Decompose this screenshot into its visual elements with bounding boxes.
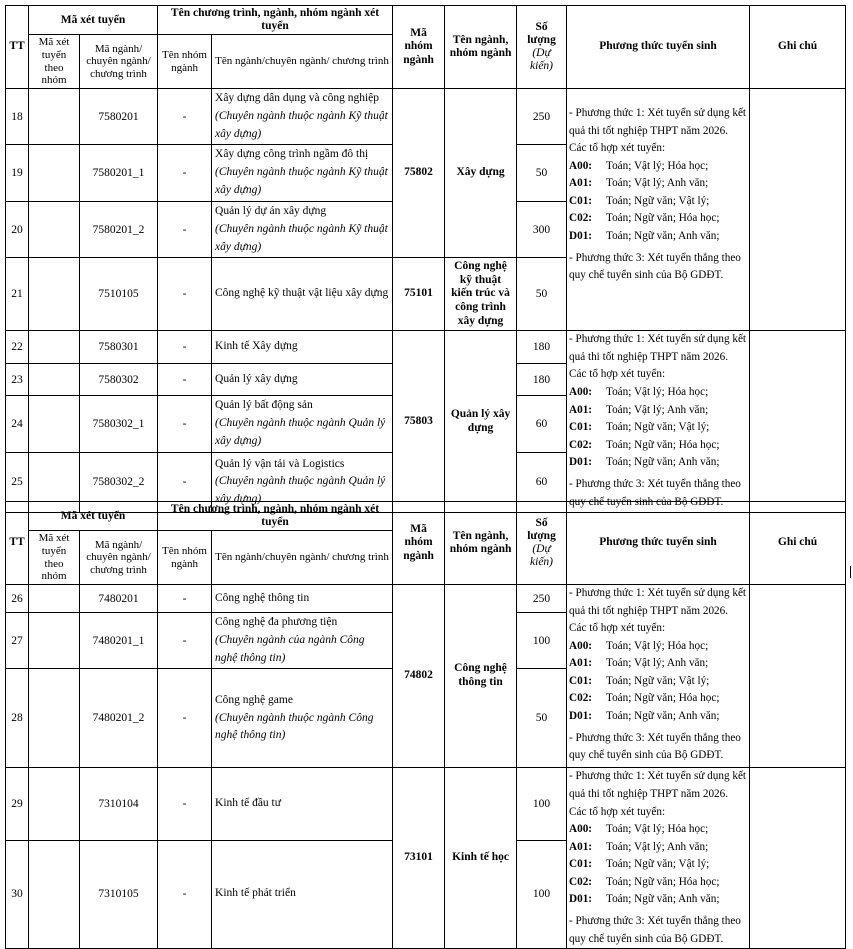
cell-ma-nhom: [29, 364, 80, 396]
method-pt3-line2: quy chế tuyển sinh của Bộ GDĐT.: [569, 932, 724, 945]
program-note: (Chuyên ngành thuộc ngành Quản lý xây dựng): [215, 475, 386, 506]
cell-qty: 180: [517, 364, 567, 396]
cell-ma: 7480201_1: [80, 613, 158, 669]
cell-name: [212, 89, 393, 145]
cell-nhom: -: [158, 258, 212, 331]
cell-nhom: -: [158, 89, 212, 145]
cell-ma-nhom: [29, 201, 80, 257]
method-cell: [567, 768, 750, 949]
program-note: (Chuyên ngành thuộc ngành Công nghệ thông tin): [215, 711, 374, 742]
cell-tt: 27: [6, 613, 29, 669]
cell-tt: 18: [6, 89, 29, 145]
combo-subjects: Toán; Vật lý; Anh văn;: [606, 657, 709, 670]
cell-ma: 7580301: [80, 331, 158, 364]
du-kien-label: (Dự kiến): [530, 47, 554, 73]
cell-tt: 20: [6, 201, 29, 257]
header-ma-theo-nhom: Mã xét tuyển theo nhóm: [29, 35, 80, 89]
header-tt: TT: [6, 6, 29, 89]
combo-line: [569, 655, 747, 673]
header-ten-chuong-trinh: Tên chương trình, ngành, nhóm ngành xét tuyển: [158, 6, 393, 35]
header-phuong-thuc: Phương thức tuyển sinh: [567, 6, 750, 89]
admission-table-2: [5, 501, 846, 949]
combo-code: C01:: [569, 194, 593, 207]
combo-subjects: Toán; Ngữ văn; Hóa học;: [606, 212, 720, 225]
method-pt3-line1: - Phương thức 3: Xét tuyển thẳng theo: [569, 731, 741, 744]
cell-name: Kinh tế Xây dựng: [212, 331, 393, 364]
group-name: Công nghệ kỹ thuật kiến trúc và công trình xây dựng: [445, 258, 517, 331]
ghi-chu-cell: [750, 331, 846, 512]
du-kien-label: (Dự kiến): [530, 543, 554, 569]
combo-subjects: Toán; Ngữ văn; Anh văn;: [606, 456, 720, 469]
cell-name: Quản lý xây dựng: [212, 364, 393, 396]
cell-ma: 7580302_1: [80, 396, 158, 452]
cell-qty: 250: [517, 89, 567, 145]
combo-subjects: Toán; Ngữ văn; Hóa học;: [606, 438, 720, 451]
cell-nhom: -: [158, 331, 212, 364]
combo-code: D01:: [569, 456, 593, 469]
combo-code: A01:: [569, 177, 593, 190]
combo-code: C02:: [569, 438, 593, 451]
cell-name: [212, 613, 393, 669]
combo-subjects: Toán; Vật lý; Anh văn;: [606, 403, 709, 416]
cell-nhom: -: [158, 768, 212, 840]
combo-subjects: Toán; Ngữ văn; Hóa học;: [606, 692, 720, 705]
cell-nhom: -: [158, 613, 212, 669]
combo-subjects: Toán; Vật lý; Hóa học;: [606, 386, 709, 399]
method-pt1-line2: quả thi tốt nghiệp THPT năm 2026.: [569, 604, 729, 617]
combo-line: [569, 193, 747, 211]
so-luong-label: Số lượng: [527, 20, 556, 46]
cell-ma-nhom: [29, 258, 80, 331]
combo-code: C02:: [569, 692, 593, 705]
header-ten-nganh: Tên ngành/chuyên ngành/ chương trình: [212, 35, 393, 89]
header-ma-nhom-nganh: Mã nhóm ngành: [393, 502, 445, 585]
method-combo-title: Các tổ hợp xét tuyển:: [569, 142, 666, 155]
cell-ma-nhom: [29, 331, 80, 364]
method-combo-title: Các tổ hợp xét tuyển:: [569, 805, 666, 818]
combo-subjects: Toán; Vật lý; Hóa học;: [606, 159, 709, 172]
combo-line: [569, 856, 747, 874]
header-ten-nganh-nhom: Tên ngành, nhóm ngành: [445, 6, 517, 89]
cell-ma: 7310104: [80, 768, 158, 840]
cell-qty: 60: [517, 452, 567, 512]
program-name: Xây dựng dân dụng và công nghiệp: [215, 92, 380, 104]
header-phuong-thuc: Phương thức tuyển sinh: [567, 502, 750, 585]
cell-qty: 50: [517, 258, 567, 331]
table-row: [6, 585, 846, 613]
cell-qty: 300: [517, 201, 567, 257]
combo-code: D01:: [569, 230, 593, 243]
program-name: Quản lý dự án xây dựng: [215, 204, 327, 217]
header-ten-nganh: Tên ngành/chuyên ngành/ chương trình: [212, 531, 393, 585]
cell-ma: 7580302_2: [80, 452, 158, 512]
cell-ma: 7480201_2: [80, 669, 158, 768]
combo-line: [569, 437, 747, 455]
header-ma-nganh: Mã ngành/ chuyên ngành/ chương trình: [80, 35, 158, 89]
method-cell: [567, 89, 750, 331]
combo-code: A00:: [569, 823, 593, 836]
combo-line: [569, 210, 747, 228]
cell-ma-nhom: [29, 669, 80, 768]
method-combo-title: Các tổ hợp xét tuyển:: [569, 622, 666, 635]
combo-line: [569, 638, 747, 656]
program-name: Quản lý bất động sản: [215, 399, 313, 412]
combo-subjects: Toán; Ngữ văn; Anh văn;: [606, 710, 720, 723]
so-luong-label: Số lượng: [527, 516, 556, 542]
cell-nhom: -: [158, 145, 212, 201]
method-pt3-line1: - Phương thức 3: Xét tuyển thẳng theo: [569, 915, 741, 928]
group-code: 75101: [393, 258, 445, 331]
cell-ma-nhom: [29, 585, 80, 613]
cell-tt: 25: [6, 452, 29, 512]
cell-qty: 50: [517, 145, 567, 201]
cell-tt: 23: [6, 364, 29, 396]
combo-line: [569, 891, 747, 909]
combo-line: [569, 402, 747, 420]
method-pt1-line1: - Phương thức 1: Xét tuyển sử dụng kết: [569, 587, 747, 599]
combo-subjects: Toán; Vật lý; Anh văn;: [606, 840, 709, 853]
cell-nhom: -: [158, 364, 212, 396]
group-name: Quản lý xây dựng: [445, 331, 517, 512]
combo-code: A00:: [569, 639, 593, 652]
method-pt3-line2: quy chế tuyển sinh của Bộ GDĐT.: [569, 495, 724, 508]
cell-ma-nhom: [29, 145, 80, 201]
cell-nhom: -: [158, 396, 212, 452]
header-ten-nhom: Tên nhóm ngành: [158, 35, 212, 89]
group-name: Kinh tế học: [445, 768, 517, 949]
program-name: Xây dựng công trình ngầm đô thị: [215, 148, 369, 161]
cell-qty: 250: [517, 585, 567, 613]
group-name: Công nghệ thông tin: [445, 585, 517, 768]
combo-line: [569, 821, 747, 839]
group-code: 74802: [393, 585, 445, 768]
ghi-chu-cell: [750, 89, 846, 331]
combo-subjects: Toán; Ngữ văn; Vật lý;: [606, 858, 710, 871]
cell-name: [212, 201, 393, 257]
header-tt: TT: [6, 502, 29, 585]
combo-code: A00:: [569, 386, 593, 399]
text-cursor: [850, 566, 851, 578]
method-pt3-line1: - Phương thức 3: Xét tuyển thẳng theo: [569, 477, 741, 490]
method-pt3-line1: - Phương thức 3: Xét tuyển thẳng theo: [569, 251, 741, 264]
combo-code: C01:: [569, 674, 593, 687]
cell-ma: 7510105: [80, 258, 158, 331]
program-note: (Chuyên ngành thuộc ngành Quản lý xây dựng): [215, 417, 386, 447]
combo-line: [569, 708, 747, 726]
program-note: (Chuyên ngành thuộc ngành Kỹ thuật xây dựng): [215, 222, 388, 253]
combo-line: [569, 419, 747, 437]
cell-name: Công nghệ kỹ thuật vật liệu xây dựng: [212, 258, 393, 331]
combo-line: [569, 228, 747, 246]
method-cell: [567, 331, 750, 512]
combo-code: C02:: [569, 875, 593, 888]
cell-name: [212, 145, 393, 201]
method-pt1-line1: - Phương thức 1: Xét tuyển sử dụng kết: [569, 333, 747, 346]
cell-nhom: -: [158, 840, 212, 949]
combo-subjects: Toán; Ngữ văn; Vật lý;: [606, 674, 710, 687]
header-ghi-chu: Ghi chú: [750, 502, 846, 585]
cell-tt: 24: [6, 396, 29, 452]
cell-ma: 7580201_2: [80, 201, 158, 257]
program-name: Công nghệ đa phương tiện: [215, 616, 338, 628]
cell-ma-nhom: [29, 768, 80, 840]
cell-ma-nhom: [29, 613, 80, 669]
method-pt1-line2: quả thi tốt nghiệp THPT năm 2026.: [569, 124, 729, 137]
cell-tt: 21: [6, 258, 29, 331]
cell-tt: 28: [6, 669, 29, 768]
method-pt1-line2: quả thi tốt nghiệp THPT năm 2026.: [569, 788, 729, 801]
cell-name: Công nghệ thông tin: [212, 585, 393, 613]
cell-name: Kinh tế phát triển: [212, 840, 393, 949]
program-note: (Chuyên ngành thuộc ngành Kỹ thuật xây dựng): [215, 166, 388, 197]
group-code: 75803: [393, 331, 445, 512]
cell-ma-nhom: [29, 396, 80, 452]
ghi-chu-cell: [750, 585, 846, 768]
combo-subjects: Toán; Vật lý; Anh văn;: [606, 177, 709, 190]
combo-subjects: Toán; Ngữ văn; Vật lý;: [606, 194, 710, 207]
header-ma-xet-tuyen: Mã xét tuyển: [29, 6, 158, 35]
method-pt3-line2: quy chế tuyển sinh của Bộ GDĐT.: [569, 749, 724, 762]
table-row: [6, 331, 846, 364]
cell-ma: 7580201_1: [80, 145, 158, 201]
header-ma-theo-nhom: Mã xét tuyển theo nhóm: [29, 531, 80, 585]
combo-line: [569, 158, 747, 176]
combo-code: A00:: [569, 159, 593, 172]
cell-qty: 100: [517, 840, 567, 949]
cell-qty: 50: [517, 669, 567, 768]
combo-code: A01:: [569, 840, 593, 853]
combo-line: [569, 874, 747, 892]
header-ma-nhom-nganh: Mã nhóm ngành: [393, 6, 445, 89]
program-name: Quản lý vận tải và Logistics: [215, 457, 345, 470]
header-ma-nganh: Mã ngành/ chuyên ngành/ chương trình: [80, 531, 158, 585]
combo-line: [569, 454, 747, 472]
header-ten-nhom: Tên nhóm ngành: [158, 531, 212, 585]
header-ma-xet-tuyen: Mã xét tuyển: [29, 502, 158, 531]
header-ten-chuong-trinh: Tên chương trình, ngành, nhóm ngành xét tuyển: [158, 502, 393, 531]
cell-nhom: -: [158, 585, 212, 613]
method-pt1-line1: - Phương thức 1: Xét tuyển sử dụng kết: [569, 107, 747, 119]
cell-tt: 29: [6, 768, 29, 840]
cell-name: [212, 396, 393, 452]
program-note: (Chuyên ngành thuộc ngành Kỹ thuật xây dựng): [215, 109, 388, 140]
method-pt1-line1: - Phương thức 1: Xét tuyển sử dụng kết: [569, 770, 747, 783]
combo-line: [569, 384, 747, 402]
cell-name: Kinh tế đầu tư: [212, 768, 393, 840]
group-code: 73101: [393, 768, 445, 949]
cell-nhom: -: [158, 201, 212, 257]
ghi-chu-cell: [750, 768, 846, 949]
method-cell: [567, 585, 750, 768]
cell-ma: 7310105: [80, 840, 158, 949]
header-ten-nganh-nhom: Tên ngành, nhóm ngành: [445, 502, 517, 585]
combo-subjects: Toán; Vật lý; Hóa học;: [606, 639, 709, 652]
cell-ma: 7480201: [80, 585, 158, 613]
cell-tt: 30: [6, 840, 29, 949]
cell-tt: 22: [6, 331, 29, 364]
cell-nhom: -: [158, 669, 212, 768]
table-row: [6, 768, 846, 840]
cell-ma-nhom: [29, 840, 80, 949]
cell-name: [212, 669, 393, 768]
combo-line: [569, 175, 747, 193]
cell-qty: 180: [517, 331, 567, 364]
table-row: [6, 89, 846, 145]
combo-code: A01:: [569, 403, 593, 416]
cell-qty: 100: [517, 768, 567, 840]
cell-nhom: -: [158, 452, 212, 512]
group-code: 75802: [393, 89, 445, 258]
group-name: Xây dựng: [445, 89, 517, 258]
combo-subjects: Toán; Ngữ văn; Vật lý;: [606, 421, 710, 434]
combo-subjects: Toán; Vật lý; Hóa học;: [606, 823, 709, 836]
combo-code: C02:: [569, 212, 593, 225]
method-combo-title: Các tổ hợp xét tuyển:: [569, 368, 666, 381]
cell-ma: 7580201: [80, 89, 158, 145]
program-name: Công nghệ game: [215, 693, 293, 706]
combo-subjects: Toán; Ngữ văn; Anh văn;: [606, 230, 720, 243]
cell-ma: 7580302: [80, 364, 158, 396]
cell-qty: 100: [517, 613, 567, 669]
cell-tt: 19: [6, 145, 29, 201]
program-note: (Chuyên ngành của ngành Công nghệ thông tin): [215, 633, 365, 664]
cell-tt: 26: [6, 585, 29, 613]
combo-subjects: Toán; Ngữ văn; Hóa học;: [606, 875, 720, 888]
admission-table-1: [5, 5, 846, 513]
combo-code: C01:: [569, 421, 593, 434]
header-ghi-chu: Ghi chú: [750, 6, 846, 89]
method-pt3-line2: quy chế tuyển sinh của Bộ GDĐT.: [569, 269, 724, 282]
method-pt1-line2: quả thi tốt nghiệp THPT năm 2026.: [569, 350, 729, 363]
combo-code: A01:: [569, 657, 593, 670]
combo-line: [569, 839, 747, 857]
header-so-luong: [517, 6, 567, 89]
combo-code: C01:: [569, 858, 593, 871]
header-so-luong: [517, 502, 567, 585]
combo-line: [569, 673, 747, 691]
cell-ma-nhom: [29, 89, 80, 145]
combo-line: [569, 690, 747, 708]
combo-code: D01:: [569, 893, 593, 906]
cell-qty: 60: [517, 396, 567, 452]
combo-subjects: Toán; Ngữ văn; Anh văn;: [606, 893, 720, 906]
combo-code: D01:: [569, 710, 593, 723]
